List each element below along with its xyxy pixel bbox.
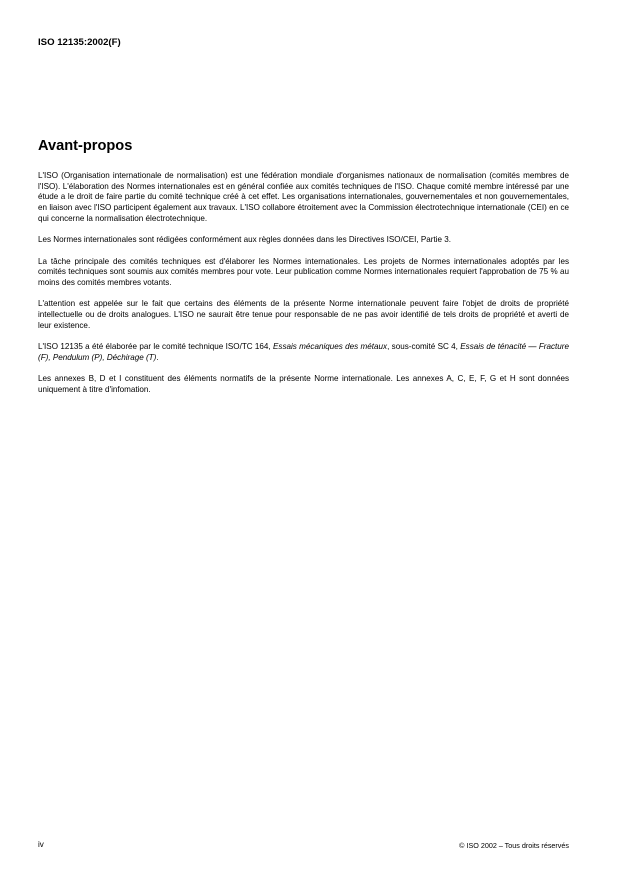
committee-title: Essais mécaniques des métaux bbox=[273, 342, 388, 352]
document-reference: ISO 12135:2002(F) bbox=[38, 37, 121, 48]
paragraph-prepared-by bbox=[38, 342, 569, 363]
paragraph-iso-organisation: L'ISO (Organisation internationale de normalisation) est une fédération mondiale d'organismes nationaux de normalisation (comités membres de l'ISO). L'élaboration des Normes internationales est en général confiée aux comités techniques de l'ISO. Chaque comité membre intéressé par une étude a le droit de faire partie du comité technique créé à cet effet. Les organisations internationales, gouvernementales et non gouvernementales, en liaison avec l'ISO participent également aux travaux. L'ISO collabore étroitement avec la Commission électrotechnique internationale (CEI) en ce qui concerne la normalisation électrotechnique. bbox=[38, 171, 569, 223]
paragraph-annexes: Les annexes B, D et I constituent des éléments normatifs de la présente Norme internationale. Les annexes A, C, E, F, G et H sont données uniquement à titre d'infomation. bbox=[38, 374, 569, 394]
prepared-by-text-3: . bbox=[156, 352, 159, 362]
paragraph-technical-committees: La tâche principale des comités techniques est d'élaborer les Normes internationales. Les projets de Normes internationales adoptés par les comités techniques sont soumis aux comités membres pour vote. Leur publication comme Normes internationales requiert l'approbation de 75 % au moins des comités membres votants. bbox=[38, 256, 569, 287]
subcommittee-title: Essais de ténacité — Fracture (F), Pendulum (P), Déchirage (T) bbox=[38, 342, 569, 362]
page-number: iv bbox=[38, 840, 44, 849]
prepared-by-text-2: , sous-comité SC 4, bbox=[387, 342, 461, 352]
copyright-notice: © ISO 2002 – Tous droits réservés bbox=[459, 841, 569, 850]
paragraph-patent-rights: L'attention est appelée sur le fait que certains des éléments de la présente Norme internationale peuvent faire l'objet de droits de propriété intellectuelle ou de droits analogues. L'ISO ne saurait être tenue pour responsable de ne pas avoir identifié de tels droits de propriété et averti de leur existence. bbox=[38, 299, 569, 330]
section-title: Avant-propos bbox=[38, 138, 133, 154]
paragraph-directives: Les Normes internationales sont rédigées conformément aux règles données dans les Directives ISO/CEI, Partie 3. bbox=[38, 235, 451, 245]
prepared-by-text-1: L'ISO 12135 a été élaborée par le comité technique ISO/TC 164, bbox=[38, 342, 274, 352]
foreword-body bbox=[38, 171, 569, 406]
